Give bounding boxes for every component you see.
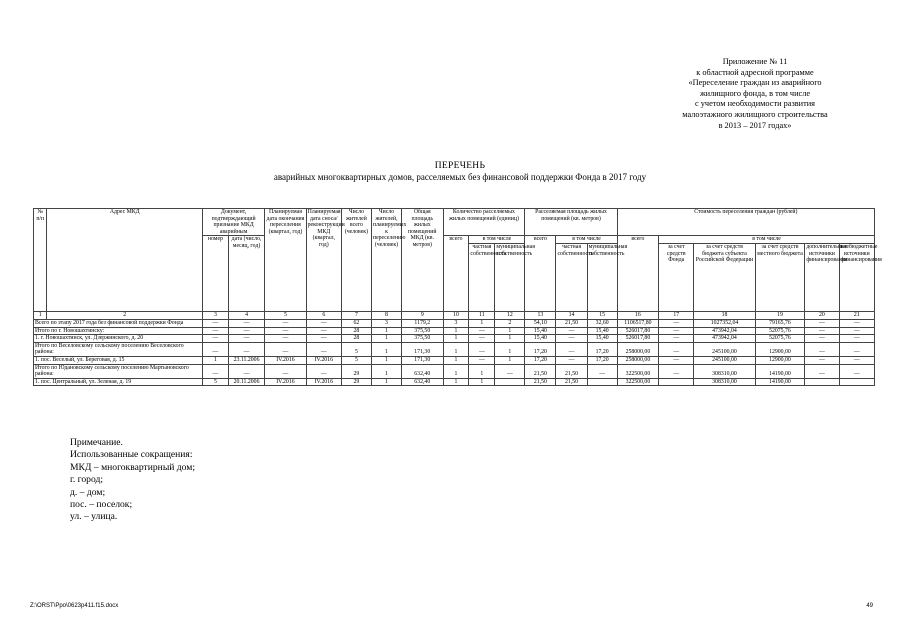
table-cell: — [839,335,874,343]
table-cell: IV.2016 [265,356,306,364]
table-cell: 1 [371,378,401,386]
document-subtitle: аварийных многоквартирных домов, расселяемых без финансовой поддержки Фонда в 2017 году [273,172,647,182]
table-cell: — [839,356,874,364]
header-planned-demolition: Планируемая дата сноса/ реконструкции МКД (квартал, год) [306,209,341,312]
header-doc-number: номер [202,236,228,312]
table-cell: 14190,00 [755,364,805,378]
table-cell: — [265,319,306,327]
table-cell: 79165,76 [755,319,805,327]
table-cell: — [839,319,874,327]
table-cell: — [228,319,264,327]
table-cell: 322500,00 [617,378,658,386]
table-cell: — [659,356,694,364]
footer-file-path: Z:\ORST\Ppo\0623p411.f15.docx [30,603,119,609]
table-cell: IV.2016 [306,356,341,364]
table-cell: 1 [495,335,525,343]
table-cell: — [228,335,264,343]
table-cell: 1 [371,342,401,356]
note-line: пос. – поселок; [70,499,133,511]
table-cell: — [659,327,694,335]
table-cell: — [587,364,617,378]
column-number-cell: 11 [469,311,495,319]
table-cell: 52075,76 [755,335,805,343]
appendix-line: «Переселение граждан из аварийного [688,78,822,88]
table-cell: — [556,335,587,343]
table-cell: — [805,335,839,343]
table-cell: — [659,335,694,343]
table-cell: 1 [371,335,401,343]
table-cell: 1 [443,356,469,364]
table-cell: — [659,319,694,327]
table-cell [587,378,617,386]
table-cell [805,378,839,386]
column-number-cell: 7 [341,311,371,319]
column-number-cell: 14 [556,311,587,319]
table-cell: — [839,364,874,378]
column-number-cell: 2 [47,311,203,319]
table-cell: IV.2016 [306,378,341,386]
table-row [34,342,875,356]
table-cell: — [306,364,341,378]
column-number-cell: 19 [755,311,805,319]
table-cell: 473942,04 [694,335,755,343]
row-label: 1. пос. Веселый, ул. Береговая, д. 15 [34,356,203,364]
header-no: № п/п [34,209,47,312]
appendix-line: с учетом необходимости развития [695,99,815,109]
table-cell: 1 [371,356,401,364]
header-cost-extrabudget: внебюджетные источники финансирования [839,243,874,311]
column-number-cell: 20 [805,311,839,319]
table-cell: — [265,364,306,378]
table-cell: 5 [341,356,371,364]
table-cell: 1106517,80 [617,319,658,327]
table-cell: 23.11.2006 [228,356,264,364]
table-cell: — [839,327,874,335]
notes-block [70,437,195,524]
table-cell: 375,50 [402,335,443,343]
table-cell: 21,50 [556,378,587,386]
table-cell: 632,40 [402,364,443,378]
table-cell: 15,40 [525,327,556,335]
table-cell: — [469,327,495,335]
note-line: МКД – многоквартирный дом; [70,461,196,473]
table-cell: 29 [341,378,371,386]
table-cell: 15,40 [587,335,617,343]
table-cell: 14190,00 [755,378,805,386]
header-residents-to-resettle: Число жителей, планируемых к переселению (человек) [371,209,401,312]
column-number-cell: 5 [265,311,306,319]
table-cell: 1 [443,335,469,343]
header-cost-regional: за счет средств бюджета субъекта Российской Федерации [694,243,755,311]
column-number-cell: 18 [694,311,755,319]
table-cell: 1 [443,378,469,386]
appendix-line: к областной адресной программе [696,67,814,77]
table-cell: — [805,364,839,378]
appendix-line: Приложение № 11 [722,57,788,66]
table-cell: — [659,342,694,356]
table-cell: 1 [443,327,469,335]
table-cell: 258000,00 [617,356,658,364]
table-row [34,319,875,327]
row-label: 1. пос. Центральный, ул. Зеленая, д. 19 [34,378,203,386]
table-cell: — [805,356,839,364]
appendix-block [640,57,870,131]
table-row [34,356,875,364]
table-row [34,378,875,386]
table-cell: 5 [202,378,228,386]
table-cell: 375,50 [402,327,443,335]
table-cell: 308310,00 [694,364,755,378]
column-number-cell: 12 [495,311,525,319]
column-number-cell: 3 [202,311,228,319]
row-label: Итого по г. Новошахтинску: [34,327,203,335]
table-cell: — [469,335,495,343]
header-count-total: всего [443,236,469,312]
header-count-incl: в том числе [469,236,525,244]
table-cell: — [306,327,341,335]
table-cell: — [202,319,228,327]
table-cell: — [228,364,264,378]
column-number-cell: 13 [525,311,556,319]
column-number-cell: 21 [839,311,874,319]
table-cell: 17,20 [525,356,556,364]
table-cell: — [805,327,839,335]
header-cost-total: всего [617,236,658,312]
header-cost-local: за счет средств местного бюджета [755,243,805,311]
table-cell: 21,50 [556,319,587,327]
column-number-cell: 16 [617,311,658,319]
table-cell [495,378,525,386]
table-cell: — [495,364,525,378]
note-line: ул. – улица. [70,511,118,523]
header-total-area: Общая площадь жилых помещений МКД (кв. метров) [402,209,443,312]
table-cell [839,378,874,386]
header-doc-date: дата (число, месяц, год) [228,236,264,312]
column-number-cell: 4 [228,311,264,319]
table-cell: 2 [495,319,525,327]
table-cell: 15,40 [525,335,556,343]
table-cell: — [805,319,839,327]
header-cost-additional: дополнительные источники финансирования [805,243,839,311]
table-cell: 32,60 [587,319,617,327]
table-cell: 1 [495,356,525,364]
table-cell: 171,30 [402,342,443,356]
table-cell: — [265,342,306,356]
table-row [34,327,875,335]
table-cell: 1 [469,378,495,386]
header-count-municipal: муниципальная собственность [495,243,525,311]
table-cell: 28 [341,327,371,335]
table-cell: — [469,342,495,356]
table-cell: — [556,327,587,335]
table-cell: 1027352,04 [694,319,755,327]
row-label: Всего по этапу 2017 года без финансовой поддержки Фонда [34,319,203,327]
header-address: Адрес МКД [47,209,203,312]
table-cell: — [805,342,839,356]
table-cell: 52075,76 [755,327,805,335]
table-cell: 526017,80 [617,327,658,335]
header-area-total: всего [525,236,556,312]
table-cell: — [202,364,228,378]
table-cell: 1179,2 [402,319,443,327]
row-label: 1. г. Новошахтинск, ул. Дзержинского, д. 20 [34,335,203,343]
table-cell: — [202,335,228,343]
table-cell: — [202,327,228,335]
table-cell: 5 [341,342,371,356]
table-cell: 526017,80 [617,335,658,343]
column-number-cell: 1 [34,311,47,319]
note-line: Использованные сокращения: [70,449,193,461]
table-cell: 17,20 [587,342,617,356]
table-cell: 632,40 [402,378,443,386]
table-cell [659,378,694,386]
column-number-cell: 6 [306,311,341,319]
header-cost-fund: за счет средств Фонда [659,243,694,311]
table-cell: 62 [341,319,371,327]
table-body [34,319,875,385]
header-document: Документ, подтверждающий признание МКД аварийным [202,209,264,236]
table-cell: 171,30 [402,356,443,364]
table-cell: 12900,00 [755,356,805,364]
table-cell: 245100,00 [694,356,755,364]
header-area-municipal: муниципальная собственность [587,243,617,311]
header-area-private: частная собственность [556,243,587,311]
header-area-incl: в том числе [556,236,617,244]
header-area-group: Расселяемая площадь жилых помещений (кв. метров) [525,209,617,236]
table-cell: — [306,335,341,343]
table-cell: 3 [371,319,401,327]
header-residents: Число жителей всего (человек) [341,209,371,312]
table-cell: 28 [341,335,371,343]
table-cell: — [659,364,694,378]
header-cost-incl: в том числе [659,236,875,244]
table-row [34,364,875,378]
table-cell: 29 [341,364,371,378]
note-line: д. – дом; [70,486,106,498]
table-cell: — [306,319,341,327]
table-cell: — [265,327,306,335]
appendix-line: в 2013 – 2017 годах» [718,120,792,130]
note-line: г. город; [70,474,104,486]
header-cost-group: Стоимость переселения граждан (рублей) [617,209,874,236]
column-number-cell: 17 [659,311,694,319]
table-cell: 21,50 [525,378,556,386]
table-cell: 20.11.2006 [228,378,264,386]
table-cell: 1 [371,327,401,335]
table-cell: — [839,342,874,356]
table-cell: — [202,342,228,356]
table-cell: 258000,00 [617,342,658,356]
table-cell: — [556,342,587,356]
table-cell: 245100,00 [694,342,755,356]
column-number-cell: 8 [371,311,401,319]
column-number-row [34,311,875,319]
column-number-cell: 15 [587,311,617,319]
register-table [33,208,882,386]
table-cell: 1 [202,356,228,364]
table-cell: 1 [469,319,495,327]
table-cell: 1 [495,327,525,335]
appendix-line: малоэтажного жилищного строительства [682,109,828,119]
table-cell: 322500,00 [617,364,658,378]
table-cell: 1 [495,342,525,356]
table-cell: IV.2016 [265,378,306,386]
header-row [34,209,875,236]
table-cell: 21,50 [525,364,556,378]
table-cell: 3 [443,319,469,327]
table-cell: — [228,327,264,335]
header-count-private: частная собственность [469,243,495,311]
column-number-cell: 10 [443,311,469,319]
table-cell: 1 [469,364,495,378]
table-cell: 12900,00 [755,342,805,356]
table-row [34,335,875,343]
header-planned-resettlement: Планируемая дата окончания переселения (квартал, год) [265,209,306,312]
table-cell: — [265,335,306,343]
header-count-group: Количество расселяемых жилых помещений (единиц) [443,209,525,236]
table-cell: 21,50 [556,364,587,378]
table-cell: 17,20 [525,342,556,356]
row-label: Итого по Юдановскому сельскому поселению Мартыновского района: [34,364,203,378]
document-title: ПЕРЕЧЕНЬ [434,161,486,171]
table-cell: — [228,342,264,356]
table-cell: — [306,342,341,356]
table-cell: 1 [443,364,469,378]
table-cell: 15,40 [587,327,617,335]
page-number: 49 [866,603,873,609]
note-line: Примечание. [70,437,123,448]
table-cell: 473942,04 [694,327,755,335]
row-label: Итого по Веселовскому сельскому поселению Веселовского района: [34,342,203,356]
table-cell: 1 [371,364,401,378]
table-cell: 1 [443,342,469,356]
table-cell: 54,10 [525,319,556,327]
column-number-cell: 9 [402,311,443,319]
table-cell: 308310,00 [694,378,755,386]
table-cell: — [469,356,495,364]
table-cell: 17,20 [587,356,617,364]
table-cell: — [556,356,587,364]
appendix-line: жилищного фонда, в том числе [699,88,811,98]
